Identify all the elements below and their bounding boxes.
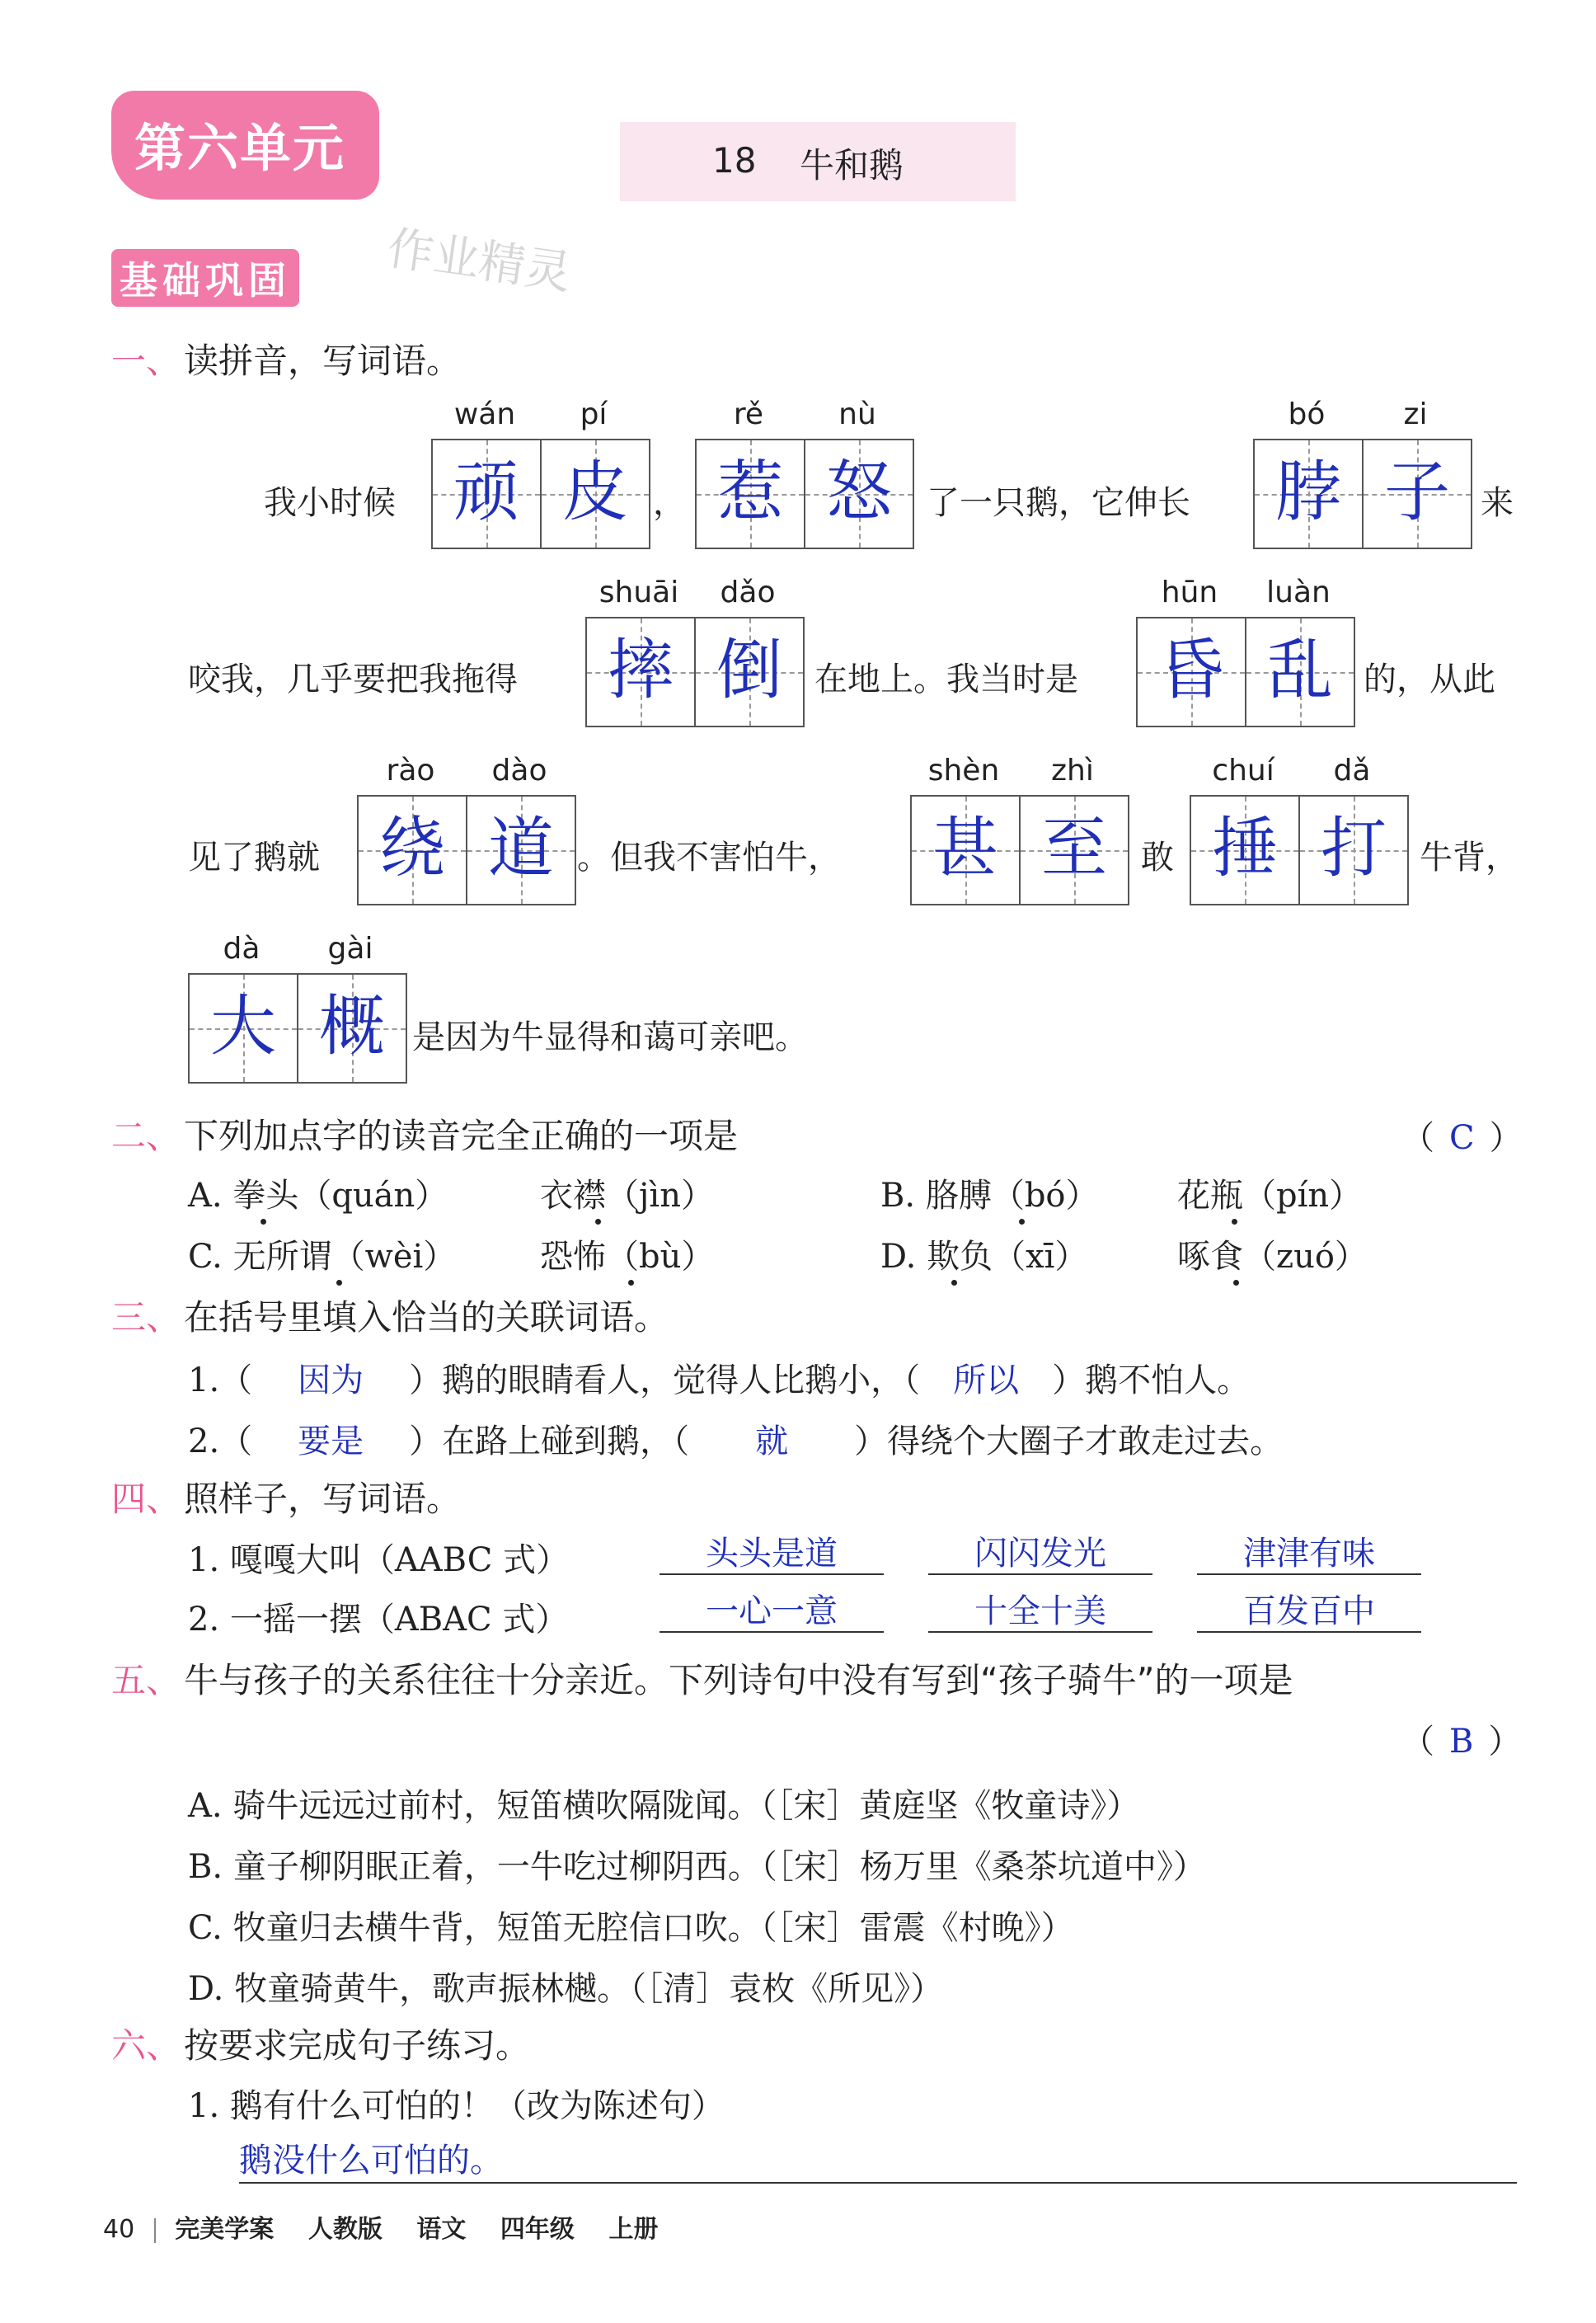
emphasis-dot — [1019, 1219, 1025, 1225]
footer-series: 完美学案 — [175, 2215, 275, 2244]
answer-cell[interactable]: 乱 — [1245, 618, 1354, 726]
q4-row1-answer-1[interactable]: 头头是道 — [706, 1535, 838, 1573]
answer-grid-renu[interactable] — [695, 439, 914, 549]
q4-title: 四、照样子，写词语。 — [111, 1479, 462, 1519]
footer-volume: 上册 — [608, 2215, 659, 2244]
pinyin: zhì — [1051, 754, 1094, 788]
answer-cell[interactable]: 概 — [297, 975, 406, 1082]
emphasis-dot — [628, 1280, 634, 1286]
answer-underline — [660, 1573, 884, 1575]
page-number: 40 — [103, 2215, 135, 2244]
q3-answer-1[interactable]: 因为 — [298, 1361, 364, 1399]
answer-cell[interactable]: 大 — [190, 975, 297, 1082]
unit-title: 第六单元 — [134, 118, 346, 178]
answer-grid-chuida[interactable] — [1190, 795, 1409, 905]
answer-cell[interactable]: 绕 — [359, 797, 466, 904]
q5-option-b[interactable]: B. 童子柳阴眠正着，一牛吃过柳阴西。（［宋］杨万里《桑茶坑道中》） — [188, 1848, 1206, 1886]
pinyin: dǎo — [720, 576, 776, 609]
q4-row1-answer-3[interactable]: 津津有味 — [1243, 1535, 1375, 1573]
pinyin: zi — [1403, 397, 1428, 431]
lesson-number: 18 — [712, 140, 757, 181]
answer-cell[interactable]: 至 — [1019, 797, 1128, 904]
q2-answer[interactable]: C — [1449, 1119, 1475, 1157]
answer-grid-hunluan[interactable] — [1136, 617, 1355, 727]
q3-answer-4[interactable]: 就 — [755, 1422, 789, 1460]
q4-row2-label: 2. 一摇一摆（ABAC 式） — [188, 1601, 569, 1639]
q1-text-6: 在地上。我当时是 — [814, 661, 1078, 698]
pinyin: bó — [1288, 397, 1326, 431]
pinyin: pí — [580, 397, 608, 431]
q6-item-1-answer[interactable]: 鹅没什么可怕的。 — [239, 2142, 503, 2180]
answer-cell[interactable]: 摔 — [587, 618, 694, 726]
q1-text-12: 是因为牛显得和蔼可亲吧。 — [412, 1018, 808, 1056]
answer-cell[interactable]: 顽 — [433, 440, 540, 548]
pinyin: rě — [733, 397, 764, 431]
q2-option-b2: 花瓶（pín） — [1177, 1177, 1363, 1215]
q2-option-c2: 恐怖（bù） — [540, 1238, 715, 1276]
footer-divider — [154, 2218, 156, 2243]
q1-text-1: 我小时候 — [264, 484, 396, 522]
answer-cell[interactable]: 昏 — [1138, 618, 1245, 726]
pinyin: dà — [223, 932, 261, 966]
q5-answer-bracket: （ B ） — [1401, 1723, 1522, 1761]
footer-grade: 四年级 — [500, 2215, 575, 2244]
answer-underline — [1197, 1631, 1421, 1633]
q1-text-7: 的，从此 — [1364, 661, 1495, 698]
q2-option-b1[interactable]: B. 胳膊（bó） — [880, 1177, 1099, 1215]
q2-option-a2: 衣襟（jìn） — [540, 1177, 714, 1215]
q2-title: 二、下列加点字的读音完全正确的一项是 — [111, 1116, 739, 1156]
q1-text-10: 敢 — [1141, 839, 1174, 877]
q2-option-d1[interactable]: D. 欺负（xī） — [880, 1238, 1088, 1276]
q1-text-11: 牛背， — [1420, 839, 1519, 877]
answer-cell[interactable]: 脖 — [1255, 440, 1362, 548]
pinyin: wán — [453, 397, 516, 431]
q4-row2-answer-3[interactable]: 百发百中 — [1243, 1592, 1375, 1630]
pinyin: hūn — [1161, 576, 1218, 609]
emphasis-dot — [595, 1219, 601, 1225]
answer-underline — [660, 1631, 884, 1633]
pinyin: rào — [386, 754, 435, 788]
pinyin: shuāi — [598, 576, 679, 609]
pinyin: dǎ — [1333, 754, 1371, 788]
q1-text-9: 。但我不害怕牛， — [577, 839, 841, 877]
answer-grid-shenzhi[interactable] — [910, 795, 1129, 905]
answer-grid-bozi[interactable] — [1253, 439, 1472, 549]
answer-cell[interactable]: 打 — [1298, 797, 1407, 904]
q3-answer-2[interactable]: 所以 — [953, 1361, 1020, 1399]
answer-cell[interactable]: 倒 — [694, 618, 803, 726]
q1-text-2: ， — [653, 484, 686, 522]
q1-title: 一、读拼音，写词语。 — [111, 341, 462, 381]
answer-cell[interactable]: 捶 — [1191, 797, 1298, 904]
section-badge: 基础巩固 — [111, 249, 299, 307]
q5-option-d[interactable]: D. 牧童骑黄牛，歌声振林樾。（［清］袁枚《所见》） — [188, 1970, 944, 2008]
q4-row2-answer-2[interactable]: 十全十美 — [974, 1592, 1106, 1630]
pinyin: luàn — [1266, 576, 1331, 609]
answer-grid-raodao[interactable] — [357, 795, 576, 905]
q1-text-5: 咬我，几乎要把我拖得 — [188, 661, 518, 698]
answer-grid-wanpi[interactable] — [431, 439, 650, 549]
q1-text-8: 见了鹅就 — [188, 839, 320, 877]
lesson-title-banner — [620, 122, 1016, 201]
q3-line-1: 1.（ 因为 ）鹅的眼睛看人，觉得人比鹅小，（ 所以 ）鹅不怕人。 — [188, 1354, 1250, 1401]
q3-answer-3[interactable]: 要是 — [298, 1422, 364, 1460]
answer-grid-dagai[interactable] — [188, 973, 407, 1084]
q6-title: 六、按要求完成句子练习。 — [111, 2025, 531, 2066]
watermark: 作业精灵 — [383, 221, 575, 301]
q1-text-3: 了一只鹅，它伸长 — [927, 484, 1190, 522]
answer-cell[interactable]: 道 — [466, 797, 575, 904]
pinyin: gài — [327, 932, 373, 966]
emphasis-dot — [261, 1219, 266, 1225]
answer-underline — [239, 2182, 1517, 2184]
emphasis-dot — [951, 1280, 957, 1286]
answer-cell[interactable]: 皮 — [540, 440, 649, 548]
emphasis-dot — [1233, 1280, 1239, 1286]
answer-underline — [928, 1573, 1152, 1575]
answer-underline — [928, 1631, 1152, 1633]
q2-answer-bracket: （ C ） — [1401, 1119, 1523, 1157]
q3-line-2: 2.（ 要是 ）在路上碰到鹅，（ 就 ）得绕个大圈子才敢走过去。 — [188, 1415, 1283, 1462]
answer-underline — [1197, 1573, 1421, 1575]
answer-cell[interactable]: 怒 — [804, 440, 913, 548]
pinyin: chuí — [1212, 754, 1274, 788]
q4-row1-answer-2[interactable]: 闪闪发光 — [974, 1535, 1106, 1573]
q3-title: 三、在括号里填入恰当的关联词语。 — [111, 1297, 669, 1338]
footer-subject: 语文 — [416, 2215, 467, 2244]
footer — [103, 2208, 658, 2245]
q6-item-1: 1. 鹅有什么可怕的！（改为陈述句） — [188, 2087, 725, 2125]
q1-text-4: 来 — [1481, 484, 1514, 522]
emphasis-dot — [1232, 1219, 1237, 1225]
emphasis-dot — [336, 1280, 342, 1286]
answer-grid-shuaidao[interactable] — [585, 617, 805, 727]
q4-row2-answer-1[interactable]: 一心一意 — [706, 1592, 838, 1630]
answer-cell[interactable]: 甚 — [912, 797, 1019, 904]
pinyin: nù — [838, 397, 876, 431]
answer-cell[interactable]: 惹 — [697, 440, 804, 548]
q5-option-c[interactable]: C. 牧童归去横牛背，短笛无腔信口吹。（［宋］雷震《村晚》） — [188, 1909, 1074, 1947]
q2-option-d2: 啄食（zuó） — [1177, 1238, 1368, 1276]
q5-option-a[interactable]: A. 骑牛远远过前村，短笛横吹隔陇闻。（［宋］黄庭坚《牧童诗》） — [188, 1787, 1140, 1825]
q4-row1-label: 1. 嘎嘎大叫（AABC 式） — [188, 1541, 570, 1579]
q2-option-c1[interactable]: C. 无所谓（wèi） — [188, 1238, 457, 1276]
pinyin: shèn — [927, 754, 1000, 788]
q5-answer[interactable]: B — [1449, 1723, 1474, 1761]
unit-badge — [111, 91, 379, 200]
q5-title: 五、牛与孩子的关系往往十分亲近。下列诗句中没有写到“孩子骑牛”的一项是 — [111, 1660, 1293, 1700]
answer-cell[interactable]: 子 — [1362, 440, 1471, 548]
q2-option-a1[interactable]: A. 拳头（quán） — [188, 1177, 448, 1215]
footer-edition: 人教版 — [307, 2215, 383, 2244]
pinyin: dào — [491, 754, 547, 788]
lesson-title: 牛和鹅 — [800, 145, 904, 186]
